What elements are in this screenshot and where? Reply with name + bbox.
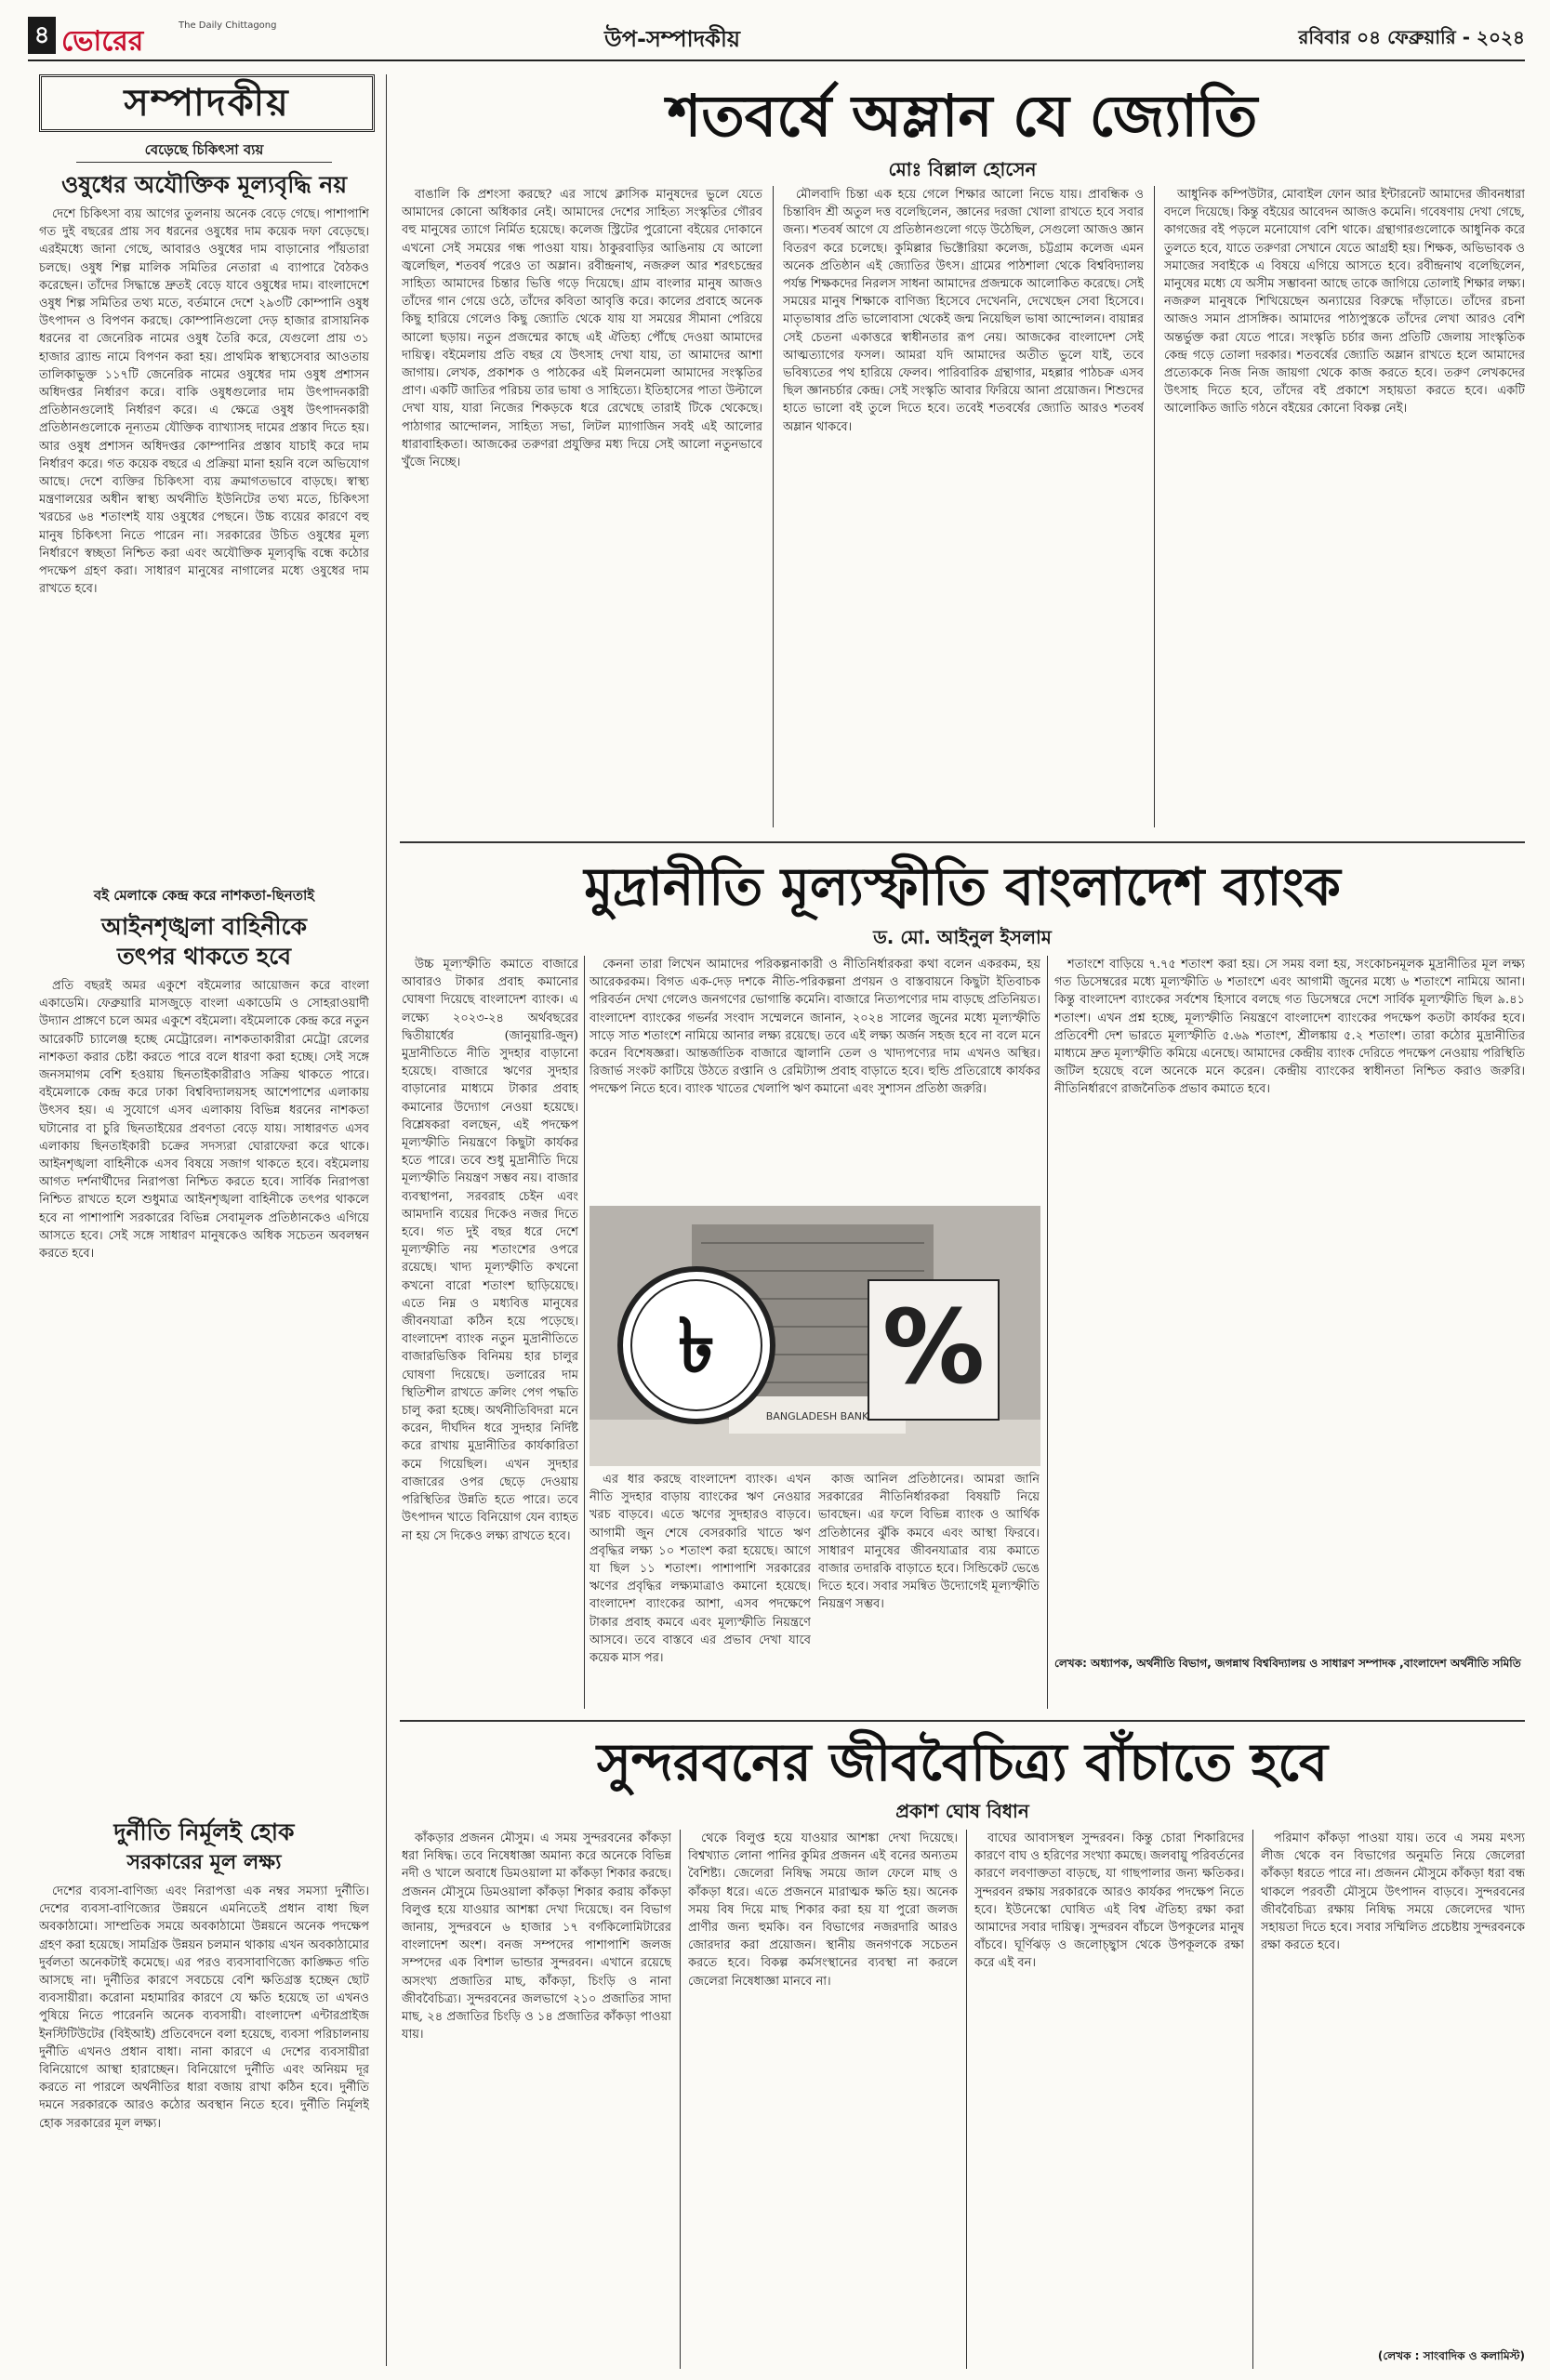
page-header <box>28 17 1525 61</box>
article-1-col-2: মৌলবাদি চিন্তা এক হয়ে গেলে শিক্ষার আলো নিভে যায়। প্রাবন্ধিক ও চিন্তাবিদ শ্রী অতুল দত্ত বলেছিলেন, জ্ঞানের দরজা খোলা রাখতে হবে সবার জন্য। শতবর্ষ আগে যে প্রতিষ্ঠানগুলো গড়ে উঠেছিল, সেগুলো আজও জ্ঞান বিতরণ করে চলেছে। কুমিল্লার ভিক্টোরিয়া কলেজ, চট্টগ্রাম কলেজ এমন অনেক প্রতিষ্ঠান এই জ্যোতির উৎস। গ্রামের পাঠশালা থেকে বিশ্ববিদ্যালয় পর্যন্ত শিক্ষকদের নিরলস সাধনা আমাদের প্রজন্মকে আলোকিত করেছে। সেই সময়ের মানুষ শিক্ষাকে বাণিজ্য হিসেবে দেখেননি, দেখেছেন সেবা হিসেবে। মাতৃভাষার প্রতি ভালোবাসা থেকেই জন্ম নিয়েছিল ভাষা আন্দোলন। বায়ান্নর সেই চেতনা একাত্তরে স্বাধীনতার রূপ নেয়। আজকের বাংলাদেশ সেই আত্মত্যাগের ফসল। আমরা যদি আমাদের অতীত ভুলে যাই, তবে ভবিষ্যতের পথ হারিয়ে ফেলব। পারিবারিক গ্রন্থাগার, মহল্লার পাঠচক্র এসব ছিল জ্ঞানচর্চার কেন্দ্র। সেই সংস্কৃতি আবার ফিরিয়ে আনা প্রয়োজন। শিশুদের হাতে ভালো বই তুলে দিতে হবে। তবেই শতবর্ষের জ্যোতি আরও শতবর্ষ অম্লান থাকবে। <box>783 188 1144 434</box>
column-divider <box>773 186 774 827</box>
editorial-1-kicker: বেড়েছে চিকিৎসা ব্যয় <box>144 141 264 158</box>
logo-tagline: The Daily Chittagong <box>179 20 277 31</box>
editorial-1-headline: ওষুধের অযৌক্তিক মূল্যবৃদ্ধি নয় <box>60 171 348 198</box>
article-2-headline: মুদ্রানীতি মূল্যস্ফীতি বাংলাদেশ ব্যাংক <box>584 856 1341 918</box>
percent-symbol: % <box>881 1288 986 1407</box>
editorial-3 <box>39 1818 369 2352</box>
editorial-3-body: দেশের ব্যবসা-বাণিজ্য এবং নিরাপত্তা এক নম্বর সমস্যা দুর্নীতি। দেশের ব্যবসা-বাণিজ্যের উন্নয়নে এমনিতেই প্রধান বাধা ছিল অবকাঠামো। সাম্প্রতিক সময়ে অবকাঠামো উন্নয়নে অনেক পদক্ষেপ গ্রহণ করা হয়েছে। সামগ্রিক উন্নয়ন চলমান থাকায় এখন অবকাঠামোর দুর্বলতা অনেকটাই কমেছে। এর পরও ব্যবসাবাণিজ্যে কাঙ্ক্ষিত গতি আসছে না। দুর্নীতির কারণে সবচেয়ে বেশি ক্ষতিগ্রস্ত হচ্ছেন ছোট ব্যবসায়ীরা। করোনা মহামারির কারণে যে ক্ষতি হয়েছে তা এখনও পুষিয়ে নিতে পারেননি অনেক ব্যবসায়ী। বাংলাদেশ এন্টারপ্রাইজ ইনস্টিটিউটের (বিইআই) প্রতিবেদনে বলা হয়েছে, ব্যবসা পরিচালনায় দুর্নীতি এখনও প্রধান বাধা। নানা কারণে এ দেশের ব্যবসায়ীরা বিনিয়োগে আস্থা হারাচ্ছেন। বিনিয়োগে দুর্নীতি এবং অনিয়ম দূর করতে না পারলে অর্থনীতির ধারা বজায় রাখা কঠিন হবে। দুর্নীতি দমনে সরকারকে আরও কঠোর অবস্থান নিতে হবে। দুর্নীতি নির্মূলই হোক সরকারের মূল লক্ষ্য। <box>39 1884 369 2131</box>
column-divider <box>1154 186 1155 827</box>
article-3-author-note: (লেখক : সাংবাদিক ও কলামিস্ট) <box>1377 2349 1525 2362</box>
editorial-3-headline-2: সরকারের মূল লক্ষ্য <box>126 1850 282 1874</box>
section-title: উপ-সম্পাদকীয় <box>604 26 740 52</box>
article-3-col-4: পরিমাণ কাঁকড়া পাওয়া যায়। তবে এ সময় মৎস্য লীজ থেকে বন বিভাগের অনুমতি নিয়ে জেলেরা কাঁকড়া ধরতে পারে না। প্রজনন মৌসুমে কাঁকড়া ধরা বন্ধ থাকলে পরবর্তী মৌসুমে উৎপাদন বাড়বে। সুন্দরবনের জীববৈচিত্র্য রক্ষায় নিষিদ্ধ সময়ে জেলেদের খাদ্য সহায়তা দিতে হবে। সবার সম্মিলিত প্রচেষ্টায় সুন্দরবনকে রক্ষা করতে হবে। <box>1261 1831 1525 1953</box>
editorial-2 <box>39 885 369 1832</box>
editorial-2-headline-2: তৎপর থাকতে হবে <box>116 943 292 970</box>
article-3-byline: প্রকাশ ঘোষ বিধান <box>895 1800 1029 1822</box>
article-1-byline: মোঃ বিল্লাল হোসেন <box>888 158 1037 180</box>
article-3-col-2: থেকে বিলুপ্ত হয়ে যাওয়ার আশঙ্কা দেখা দিয়েছে। বিশ্বখ্যাত লোনা পানির কুমির প্রজনন এই বনের অন্যতম বৈশিষ্ট্য। জেলেরা নিষিদ্ধ সময়ে জাল ফেলে মাছ ও কাঁকড়া ধরে। এতে প্রজননে মারাত্মক ক্ষতি হয়। অনেক সময় বিষ দিয়ে মাছ শিকার করা হয় যা পুরো জলজ প্রাণীর জন্য হুমকি। বন বিভাগের নজরদারি আরও জোরদার করা প্রয়োজন। স্থানীয় জনগণকে সচেতন করতে হবে। বিকল্প কর্মসংস্থানের ব্যবস্থা না করলে জেলেরা নিষেধাজ্ঞা মানবে না। <box>688 1831 958 1989</box>
article-2-col-4: এর ধার করছে বাংলাদেশ ব্যাংক। এখন নীতি সুদহার বাড়ায় ব্যাংকের ঋণ নেওয়ার খরচ বাড়বে। এতে ঋণের সুদহারও বাড়বে। আগামী জুন শেষে বেসরকারি খাতে ঋণ প্রবৃদ্ধির লক্ষ্য ১০ শতাংশ করা হয়েছে। আগে যা ছিল ১১ শতাংশ। পাশাপাশি সরকারের ঋণের প্রবৃদ্ধির লক্ষ্যমাত্রাও কমানো হয়েছে। বাংলাদেশ ব্যাংকের আশা, এসব পদক্ষেপে টাকার প্রবাহ কমবে এবং মূল্যস্ফীতি নিয়ন্ত্রণে আসবে। তবে বাস্তবে এর প্রভাব দেখা যাবে কয়েক মাস পর। <box>590 1473 811 1666</box>
column-divider <box>1252 1830 1253 2369</box>
column-divider <box>584 956 585 1709</box>
article-1-col-1: বাঙালি কি প্রশংসা করছে? এর সাথে ক্লাসিক মানুষদের ভুলে যেতে আমাদের কোনো অধিকার নেই। আমাদের দেশের সাহিত্য সংস্কৃতির গৌরব বহু মানুষের ত্যাগে নির্মিত হয়েছে। কলেজ স্ট্রিটের পুরোনো বইয়ের দোকানে এখনো সেই সময়ের গন্ধ পাওয়া যায়। ঠাকুরবাড়ির আঙিনায় যে আলো জ্বলেছিল, শতবর্ষ পরেও তা অম্লান। রবীন্দ্রনাথ, নজরুল আর শরৎচন্দ্রের সাহিত্য আমাদের চিন্তার ভিত্তি গড়ে দিয়েছে। গ্রাম বাংলার মানুষ আজও তাঁদের গান গেয়ে ওঠে, তাঁদের কবিতা আবৃত্তি করে। কালের প্রবাহে অনেক কিছু হারিয়ে গেলেও কিছু জ্যোতি থেকে যায় যা সময়ের সীমানা পেরিয়ে আলো ছড়ায়। নতুন প্রজন্মের কাছে এই ঐতিহ্য পৌঁছে দেওয়া আমাদের দায়িত্ব। বইমেলায় প্রতি বছর যে উৎসাহ দেখা যায়, তা আমাদের আশা জাগায়। লেখক, প্রকাশক ও পাঠকের এই মিলনমেলা আমাদের সংস্কৃতির প্রাণ। একটি জাতির পরিচয় তার ভাষা ও সাহিত্যে। ইতিহাসের পাতা উল্টালে দেখা যায়, যারা নিজের শিকড়কে ধরে রেখেছে তারাই টিকে থেকেছে। পাঠাগার আন্দোলন, সাহিত্য সভা, লিটল ম্যাগাজিন সবই এই আলোর ধারাবাহিকতা। আজকের তরুণরা প্রযুক্তির মধ্য দিয়ে সেই আলো নতুনভাবে খুঁজে নিচ্ছে। <box>402 188 762 470</box>
kicker-rule <box>76 162 332 163</box>
article-2-author-note: লেখক: অধ্যাপক, অর্থনীতি বিভাগ, জগন্নাথ বিশ্ববিদ্যালয় ও সাধারণ সম্পাদক ,বাংলাদেশ অর্থনীতি সমিতি <box>1054 1657 1521 1670</box>
column-divider <box>680 1830 681 2369</box>
bank-sign-text: BANGLADESH BANK <box>765 1410 869 1422</box>
editorial-2-body: প্রতি বছরই অমর একুশে বইমেলার আয়োজন করে বাংলা একাডেমি। ফেব্রুয়ারি মাসজুড়ে বাংলা একাডেমি ও সোহরাওয়ার্দী উদ্যান প্রাঙ্গণে চলে অমর একুশে বইমেলা। বইমেলাকে কেন্দ্র করে নতুন আরেকটি চ্যালেঞ্জ হচ্ছে মেট্রোরেল। নাশকতাকারীরা মেট্রো রেলের নাশকতা করার চেষ্টা করতে পারে বলে ধারণা করা হচ্ছে। সেই সঙ্গে জনসমাগম বেশি হওয়ায় ছিনতাইকারীরাও সক্রিয় থাকতে পারে। বইমেলাকে কেন্দ্র করে ঢাকা বিশ্ববিদ্যালয়সহ আশেপাশের এলাকায় উৎসব হয়। এ সুযোগে এসব এলাকায় বিভিন্ন ধরনের নাশকতা ঘটানোর বা চুরি ছিনতাইয়ের প্রবণতা বেড়ে যায়। সাধারণত এসব এলাকায় ছিনতাইকারী চক্রের সদস্যরা ঘোরাফেরা করে থাকে। আইনশৃঙ্খলা বাহিনীকে এসব বিষয়ে সজাগ থাকতে হবে। বইমেলায় আগত দর্শনার্থীদের নিরাপত্তা নিশ্চিত করতে হবে। সার্বিক নিরাপত্তা নিশ্চিত রাখতে হলে শুধুমাত্র আইনশৃঙ্খলা বাহিনীকে তৎপর থাকলে হবে না পাশাপাশি সরকারের বিভিন্ন সেবামূলক প্রতিষ্ঠানকেও এগিয়ে আসতে হবে। সেই সঙ্গে সাধারণ মানুষকেও অধিক সচেতন অবলম্বন করতে হবে। <box>39 979 369 1262</box>
article-3-col-3: বাঘের আবাসস্থল সুন্দরবন। কিন্তু চোরা শিকারিদের কারণে বাঘ ও হরিণের সংখ্যা কমছে। জলবায়ু পরিবর্তনের কারণে লবণাক্ততা বাড়ছে, যা গাছপালার জন্য ক্ষতিকর। সুন্দরবন রক্ষায় সরকারকে আরও কার্যকর পদক্ষেপ নিতে হবে। ইউনেস্কো ঘোষিত এই বিশ্ব ঐতিহ্য রক্ষা করা আমাদের সবার দায়িত্ব। সুন্দরবন বাঁচলে উপকূলের মানুষ বাঁচবে। ঘূর্ণিঝড় ও জলোচ্ছ্বাস থেকে উপকূলকে রক্ষা করে এই বন। <box>974 1831 1244 1971</box>
bangladesh-bank-photo <box>590 1206 1040 1466</box>
article-2-col-1: উচ্চ মূল্যস্ফীতি কমাতে বাজারে আবারও টাকার প্রবাহ কমানোর ঘোষণা দিয়েছে বাংলাদেশ ব্যাংক। এ লক্ষ্যে ২০২৩-২৪ অর্থবছরের দ্বিতীয়ার্ধের (জানুয়ারি-জুন) মুদ্রানীতিতে নীতি সুদহার বাড়ানো হয়েছে। বাজারে ঋণের সুদহার বাড়ানোর মাধ্যমে টাকার প্রবাহ কমানোর উদ্যোগ নেওয়া হয়েছে। বিশ্লেষকরা বলছেন, এই পদক্ষেপ মূল্যস্ফীতি নিয়ন্ত্রণে কিছুটা কার্যকর হতে পারে। তবে শুধু মুদ্রানীতি দিয়ে মূল্যস্ফীতি নিয়ন্ত্রণ সম্ভব নয়। বাজার ব্যবস্থাপনা, সরবরাহ চেইন এবং আমদানি ব্যয়ের দিকেও নজর দিতে হবে। গত দুই বছর ধরে দেশে মূল্যস্ফীতি নয় শতাংশের ওপরে রয়েছে। খাদ্য মূল্যস্ফীতি কখনো কখনো বারো শতাংশ ছাড়িয়েছে। এতে নিম্ন ও মধ্যবিত্ত মানুষের জীবনযাত্রা কঠিন হয়ে পড়েছে। বাংলাদেশ ব্যাংক নতুন মুদ্রানীতিতে বাজারভিত্তিক বিনিময় হার চালুর ঘোষণা দিয়েছে। ডলারের দাম স্থিতিশীল রাখতে ক্রলিং পেগ পদ্ধতি চালু করা হচ্ছে। অর্থনীতিবিদরা মনে করেন, দীর্ঘদিন ধরে সুদহার নির্দিষ্ট করে রাখায় মুদ্রানীতির কার্যকারিতা কমে গিয়েছিল। এখন সুদহার বাজারের ওপর ছেড়ে দেওয়ায় পরিস্থিতির উন্নতি হতে পারে। তবে উৎপাদন খাতে বিনিয়োগ যেন ব্যাহত না হয় সে দিকেও লক্ষ্য রাখতে হবে। <box>402 958 578 1543</box>
article-1-headline: শতবর্ষে অম্লান যে জ্যোতি <box>667 82 1258 150</box>
article-2-col-3: শতাংশে বাড়িয়ে ৭.৭৫ শতাংশ করা হয়। সে সময় বলা হয়, সংকোচনমূলক মুদ্রানীতির মূল লক্ষ্য গত ডিসেম্বরের মধ্যে মূল্যস্ফীতি ৬ শতাংশে এবং আগামী জুনের মধ্যে ৬ শতাংশে নামিয়ে আনা। কিন্তু বাংলাদেশ ব্যাংকের সর্বশেষ হিসাবে বলছে গত ডিসেম্বরে দেশে সার্বিক মূল্যস্ফীতি ছিল ৯.৪১ শতাংশ। এখন প্রশ্ন হচ্ছে, মূল্যস্ফীতি নিয়ন্ত্রণে বাংলাদেশ ব্যাংকের পদক্ষেপ কতটা কার্যকর হবে। প্রতিবেশী দেশ ভারতে মূল্যস্ফীতি ৫.৬৯ শতাংশ, শ্রীলঙ্কায় ৫.২ শতাংশ। তারা কঠোর মুদ্রানীতির মাধ্যমে দ্রুত মূল্যস্ফীতি কমিয়ে এনেছে। আমাদের কেন্দ্রীয় ব্যাংক দেরিতে পদক্ষেপ নেওয়ায় পরিস্থিতি জটিল হয়েছে বলে অনেকে মনে করেন। কেন্দ্রীয় ব্যাংকের স্বাধীনতা নিশ্চিত করাও জরুরি। নীতিনির্ধারণে রাজনৈতিক প্রভাব কমাতে হবে। <box>1054 958 1525 1097</box>
editorial-divider <box>386 74 387 2366</box>
newspaper-logo: ভোরের <box>61 25 144 58</box>
taka-symbol: ৳ <box>678 1302 715 1389</box>
editorial-title: সম্পাদকীয় <box>39 74 375 132</box>
column-divider <box>966 1830 967 2369</box>
editorial-1-body: দেশে চিকিৎসা ব্যয় আগের তুলনায় অনেক বেড়ে গেছে। পাশাপাশি গত দুই বছরের প্রায় সব ধরনের ওষুধের দাম কয়েক দফা বেড়েছে। এরইমধ্যে জানা গেছে, আবারও ওষুধের দাম বাড়ানোর পাঁয়তারা চলছে। ওষুধ শিল্প মালিক সমিতির নেতারা এ ব্যাপারে বৈঠকও করেছেন। তাঁদের সিদ্ধান্তে দ্রুতই বেড়ে যাবে ওষুধের দাম। বাংলাদেশে ওষুধ শিল্প সমিতির তথ্য মতে, বর্তমানে দেশে ২৯৩টি কোম্পানি ওষুধ উৎপাদন ও বিপণন করছে। কোম্পানিগুলো দেড় হাজার রাসায়নিক ধরনের বা জেনেরিক নামের ওষুধ তৈরি করে, যেগুলো প্রায় ৩১ হাজার ব্র্যান্ড নামে বিপণন করা হয়। প্রাথমিক স্বাস্থ্যসেবার আওতায় তালিকাভুক্ত ১১৭টি জেনেরিক নামের ওষুধের দাম ওষুধ প্রশাসন অধিদপ্তর নির্ধারণ করে। বাকি ওষুধগুলোর দাম উৎপাদনকারী প্রতিষ্ঠানগুলোই নির্ধারণ করে। এ ক্ষেত্রে ওষুধ উৎপাদনকারী প্রতিষ্ঠানগুলোকে নূন্যতম যৌক্তিক ব্যাখ্যাসহ দামের প্রস্তাব দিতে হয়। আর ওষুধ প্রশাসন অধিদপ্তর কোম্পানির প্রস্তাব যাচাই করে দাম নির্ধারণ করে। গত কয়েক বছরে এ প্রক্রিয়া মানা হয়নি বলে অভিযোগ আছে। দেশে ব্যক্তির চিকিৎসা ব্যয় ক্রমাগতভাবে বাড়ছে। স্বাস্থ্য মন্ত্রণালয়ের অধীন স্বাস্থ্য অর্থনীতি ইউনিটের তথ্য মতে, চিকিৎসা খরচের ৬৪ শতাংশই যায় ওষুধের পেছনে। উচ্চ ব্যয়ের কারণে বহু মানুষ চিকিৎসা নিতে পারেন না। সরকারের উচিত ওষুধের মূল্য নির্ধারণে স্বচ্ছতা নিশ্চিত করা এবং অযৌক্তিক মূল্যবৃদ্ধি বন্ধে কঠোর পদক্ষেপ গ্রহণ করা। সাধারণ মানুষের নাগালের মধ্যে ওষুধের দাম রাখতে হবে। <box>39 207 369 597</box>
column-divider <box>1047 956 1048 1709</box>
section-rule <box>400 1720 1525 1722</box>
dateline: রবিবার ০৪ ফেব্রুয়ারি - ২০২৪ <box>1298 26 1525 48</box>
article-2-col-5: কাজ আনিল প্রতিষ্ঠানের। আমরা জানি সরকারের নীতিনির্ধারকরা বিষয়টি নিয়ে ভাবছেন। এর ফলে বিভিন্ন ব্যাংক ও আর্থিক প্রতিষ্ঠানের ঝুঁকি কমবে এবং আস্থা ফিরবে। সাধারণ মানুষের জীবনযাত্রার ব্যয় কমাতে বাজার তদারকি বাড়াতে হবে। সিন্ডিকেট ভেঙে দিতে হবে। সবার সমন্বিত উদ্যোগেই মূল্যস্ফীতি নিয়ন্ত্রণ সম্ভব। <box>818 1473 1040 1612</box>
editorial-2-kicker: বই মেলাকে কেন্দ্র করে নাশকতা-ছিনতাই <box>93 887 315 904</box>
article-3-col-1: কাঁকড়ার প্রজনন মৌসুম। এ সময় সুন্দরবনের কাঁকড়া ধরা নিষিদ্ধ। তবে নিষেধাজ্ঞা অমান্য করে অনেকে বিভিন্ন নদী ও খালে অবাধে ডিমওয়ালা মা কাঁকড়া শিকার করছে। প্রজনন মৌসুমে ডিমওয়ালা কাঁকড়া শিকার করায় কাঁকড়া বিলুপ্ত হয়ে যাওয়ার আশঙ্কা দেখা দিয়েছে। বন বিভাগ জানায়, সুন্দরবনে ৬ হাজার ১৭ বর্গকিলোমিটারের বাংলাদেশ অংশ। বনজ সম্পদের পাশাপাশি জলজ সম্পদের এক বিশাল ভান্ডার সুন্দরবন। এখানে রয়েছে অসংখ্য প্রজাতির মাছ, কাঁকড়া, চিংড়ি ও নানা জীববৈচিত্র্য। সুন্দরবনের জলভাগে ২১০ প্রজাতির সাদা মাছ, ২৪ প্রজাতির চিংড়ি ও ১৪ প্রজাতির কাঁকড়া পাওয়া যায়। <box>402 1831 671 2043</box>
article-2-col-2: কেননা তারা লিখেন আমাদের পরিকল্পনাকারী ও নীতিনির্ধারকরা কথা বলেন একরকম, হয় আরেকরকম। বিগত এক-দেড় দশকে নীতি-পরিকল্পনা প্রণয়ন ও বাস্তবায়নে কিছুটা ইতিবাচক পরিবর্তন দেখা গেলেও জনগণের ভোগান্তি কমেনি। বাজারে নিত্যপণ্যের দাম বাড়ছে প্রতিনিয়ত। বাংলাদেশ ব্যাংকের গভর্নর সংবাদ সম্মেলনে জানান, ২০২৪ সালের জুনের মধ্যে মূল্যস্ফীতি সাড়ে সাত শতাংশে নামিয়ে আনার লক্ষ্য রয়েছে। তবে এই লক্ষ্য অর্জন সহজ হবে না বলে মনে করেন বিশেষজ্ঞরা। আন্তর্জাতিক বাজারে জ্বালানি তেল ও খাদ্যপণ্যের দাম এখনও অস্থির। রিজার্ভ সংকট কাটিয়ে উঠতে রপ্তানি ও রেমিট্যান্স প্রবাহ বাড়াতে হবে। হুন্ডি প্রতিরোধে কার্যকর পদক্ষেপ নিতে হবে। ব্যাংক খাতের খেলাপি ঋণ কমানো এবং সুশাসন প্রতিষ্ঠা জরুরি। <box>590 958 1040 1097</box>
editorial-2-headline-1: আইনশৃঙ্খলা বাহিনীকে <box>100 913 308 940</box>
section-rule <box>400 841 1525 843</box>
article-2-byline: ড. মো. আইনুল ইসলাম <box>873 926 1052 948</box>
editorial-3-headline-1: দুর্নীতি নির্মূলই হোক <box>113 1818 295 1845</box>
article-1-col-3: আধুনিক কম্পিউটার, মোবাইল ফোন আর ইন্টারনেট আমাদের জীবনধারা বদলে দিয়েছে। কিন্তু বইয়ের আবেদন আজও কমেনি। গবেষণায় দেখা গেছে, কাগজের বই পড়লে মনোযোগ বেশি থাকে। গ্রন্থাগারগুলোকে আধুনিক করে তুলতে হবে, যাতে তরুণরা সেখানে যেতে আগ্রহী হয়। শিক্ষক, অভিভাবক ও সমাজের সবাইকে এ বিষয়ে এগিয়ে আসতে হবে। রবীন্দ্রনাথ বলেছিলেন, মানুষের মধ্যে যে অসীম সম্ভাবনা আছে তাকে জাগিয়ে তোলাই শিক্ষার লক্ষ্য। নজরুল মানুষকে শিখিয়েছেন অন্যায়ের বিরুদ্ধে দাঁড়াতে। তাঁদের রচনা আজও সমান প্রাসঙ্গিক। আমাদের পাঠ্যপুস্তকে তাঁদের লেখা আরও বেশি অন্তর্ভুক্ত করা যেতে পারে। সংস্কৃতি চর্চার জন্য প্রতিটি জেলায় সাংস্কৃতিক কেন্দ্র গড়ে তোলা দরকার। শতবর্ষের জ্যোতি অম্লান রাখতে হলে আমাদের প্রত্যেককে নিজ নিজ জায়গা থেকে কাজ করতে হবে। তরুণ লেখকদের উৎসাহ দিতে হবে, তাঁদের বই প্রকাশে সহায়তা করতে হবে। একটি আলোকিত জাতি গঠনে বইয়ের কোনো বিকল্প নেই। <box>1164 188 1525 416</box>
article-3-headline: সুন্দরবনের জীববৈচিত্র্য বাঁচাতে হবে <box>596 1732 1329 1793</box>
page-number: ৪ <box>28 17 56 54</box>
editorial-1 <box>39 139 369 866</box>
